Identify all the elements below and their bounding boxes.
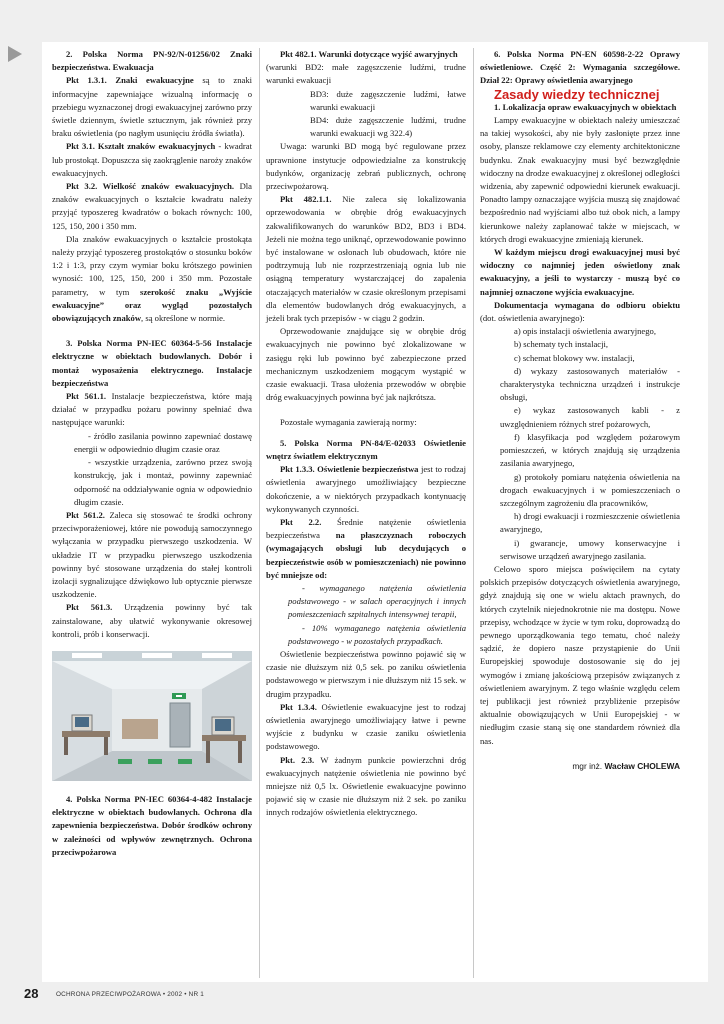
heading-standard-2: 2. Polska Norma PN-92/N-01256/02 Znaki bezpieczeństwa. Ewakuacja — [52, 49, 252, 73]
column-1 — [52, 48, 252, 859]
list-item: - źródło zasilania powinno zapewniać dostawę energii w odpowiednio długim czasie oraz — [74, 430, 252, 454]
condition-line: BD4: duże zagęszczenie ludźmi, trudne warunki ewakuacji wg 322.4) — [310, 115, 466, 139]
paragraph: Dla znaków ewakuacyjnych o kształcie prostokąta należy przyjąć typoszereg prostokątów o stosunku boków 1:2 i 1:3, przy czym wymiar boku krótszego powinien wynosić: 100, 125, 150, 200 i 350 mm. Pozostałe parametry, w tym szerokość znaku „Wyjście ewakuacyjne” oraz wygląd pozostałych obowiązujących znaków, są określone w normie. — [52, 233, 252, 324]
column-3 — [480, 48, 680, 773]
column-divider — [259, 48, 260, 978]
paragraph: Lampy ewakuacyjne w obiektach należy umieszczać na takiej wysokości, aby nie były zasłonięte przez inne osoby, plansze reklamowe czy elementy architektoniczne budynku. Znak ewakuacyjny musi być bezwzględnie widoczny na drodze ewakuacyjnej z określonej odległości widzenia, aby zapewnić odpowiedni kierunek ewakuacji. Ponadto lampy oznaczające wyjścia muszą się znajdować bezpośrednio nad wyjściami albo tuż obok nich, a lampy kierunkowe należy zaplanować także w miejscach, w których drogi ewakuacyjne zmieniają kierunek. — [480, 115, 680, 244]
paragraph: Pkt. 2.3. W żadnym punkcie powierzchni dróg ewakuacyjnych natężenie oświetlenia nie powinno być mniejsze niż 0,5 lx. Oświetlenie ewakuacyjne powinno pojawić się w czasie nie dłuższym niż 2 sek. po zaniku innych rodzajów oświetlenia elektrycznego. — [266, 754, 466, 818]
paragraph: Pkt 1.3.3. Oświetlenie bezpieczeństwa jest to rodzaj oświetlenia awaryjnego umożliwiający bezpieczne dokończenie, a w niektórych przypadkach kontynuację wykonywanych czynności. — [266, 464, 466, 514]
paragraph: W każdym miejscu drogi ewakuacyjnej musi być widoczny co najmniej jeden oświetlony znak ewakuacyjny, a jeśli to wystarczy - muszą być co najmniej oznaczone wyjścia ewakuacyjne. — [480, 247, 680, 297]
page-number: 28 — [24, 986, 39, 1001]
page-footer: OCHRONA PRZECIWPOŻAROWA • 2002 • NR 1 — [56, 991, 204, 998]
list-item: h) drogi ewakuacji i rozmieszczenie oświetlenia awaryjnego, — [500, 511, 680, 535]
paragraph: Oświetlenie bezpieczeństwa powinno pojawić się w czasie nie dłuższym niż 0,5 sek. po zaniku oświetlenia podstawowego w pierwszym i nie dłuższym niż 15 sek. w drugim przypadku. — [266, 648, 466, 699]
paragraph: Pkt 561.2. Zaleca się stosować te środki ochrony przeciwporażeniowej, które nie powodują samoczynnego wyłączania w przypadku pierwszego uszkodzenia. W układzie IT w przypadku pierwszego uszkodzenia powinny być stosowane urządzenia do stałej kontroli izolacji sygnalizujące dźwiękowo lub optycznie pierwsze uszkodzenie. — [52, 509, 252, 600]
paragraph: Pkt 3.2. Wielkość znaków ewakuacyjnych. Dla znaków ewakuacyjnych o kształcie kwadratu należy przyjąć typoszereg kwadratów o bokach równych: 100, 125, 150, 200 i 350 mm. — [52, 181, 252, 231]
paragraph: Oprzewodowanie znajdujące się w obrębie dróg ewakuacyjnych nie powinno być zlokalizowane w zasięgu ręki lub powinno być zabezpieczone przed mechanicznym uszkodzeniem mogącym wystąpić w czasie ewakuacji. Trasa ułożenia przewodów w obrębie dróg ewakuacyjnych powinna być jak najkrótsza. — [266, 326, 466, 403]
section-title: Zasady wiedzy technicznej — [494, 86, 660, 102]
paragraph: Pkt 1.3.4. Oświetlenie ewakuacyjne jest to rodzaj oświetlenia awaryjnego umożliwiający łatwe i pewne wyjście z budynku w czasie zaniku oświetlenia podstawowego. — [266, 701, 467, 752]
column-2 — [266, 48, 466, 820]
list-item: - wymaganego natężenia oświetlenia podstawowego - w salach operacyjnych i innych pomieszczeniach szpitalnych intensywnej terapii, — [288, 582, 466, 620]
heading-point: Pkt 482.1. Warunki dotyczące wyjść awaryjnych — [280, 49, 458, 59]
condition-line: (warunki BD2: małe zagęszczenie ludźmi, trudne warunki ewakuacji — [266, 62, 466, 86]
list-item: c) schemat blokowy ww. instalacji, — [514, 352, 635, 363]
paragraph: Pkt 1.3.1. Znaki ewakuacyjne są to znaki informacyjne zapewniające wizualną informację o przebiegu wyznaczonej drogi ewakuacyjnej zarówno przy świetle dziennym, świetle sztucznym, jak również przy braku oświetlenia (po nagłym usunięciu źródła światła). — [52, 75, 253, 139]
paragraph: Uwaga: warunki BD mogą być regulowane przez uprawnione instytucje odpowiedzialne za konstrukcję budynków, organizację zebrań publicznych, ochronę przeciwpożarową. — [266, 141, 466, 192]
paragraph: Pkt 561.1. Instalacje bezpieczeństwa, które mają działać w przypadku pożaru powinny spełniać dwa następujące warunki: — [52, 391, 252, 428]
paragraph: Celowo sporo miejsca poświęciłem na cytaty polskich przepisów dotyczących oświetlenia awaryjnego, gdyż znajdują się one w wielu aktach prawnych, do których czytelnik niejednokrotnie nie ma dostępu. Nowe przepisy, wchodzące w życie w tym roku, doprowadzą do pewnego uporządkowania tego tematu, choć należy sądzić, że dopiero nasze przystąpienie do Unii Europejskiej spowoduje dostosowanie się do jej wymogów i zmianę jakościową przepisów związanych z oświetleniem awaryjnym. Z tego właśnie względu celem tej publikacji jest również przybliżenie przepisów aktualnie obowiązujących w Unii Europejskiej - w niedługim czasie staną się one standardem również dla nas. — [480, 563, 680, 746]
list-item: f) klasyfikacja pod względem pożarowym pomieszczeń, w których znajdują się urządzenia zasilania awaryjnego, — [500, 431, 680, 469]
subsection-title: 1. Lokalizacja opraw ewakuacyjnych w obiektach — [494, 101, 677, 112]
heading-standard-4: 4. Polska Norma PN-IEC 60364-4-482 Instalacje elektryczne w obiektach budowlanych. Ochrona dla zapewnienia bezpieczeństwa. Dobór środków ochrony w zależności od wpływów zewnętrznych. Ochrona przeciwpożarowa — [52, 793, 252, 857]
heading-standard-6: 6. Polska Norma PN-EN 60598-2-22 Oprawy oświetleniowe. Część 2: Wymagania szczegółowe. Dział 22: Oprawy oświetlenia awaryjnego — [480, 49, 680, 86]
office-illustration — [52, 651, 252, 781]
paragraph: Pkt 482.1.1. Nie zaleca się lokalizowania oprzewodowania w obrębie dróg ewakuacyjnych zakwalifikowanych do warunków BD2, BD3 i BD4. Jeżeli nie można tego uniknąć, oprzewodowanie powinno być instalowane w osłonach lub obudowach, które nie podtrzymują lub nie rozprzestrzeniają ognia lub nie osiągną temperatury wystarczającej do zapalenia otaczających materiałów w czasie określonym przepisami dla elementów budowlanych dróg ewakuacyjnych, a jeżeli brak tych przepisów - w ciągu 2 godzin. — [266, 194, 466, 324]
paragraph: Pkt 3.1. Kształt znaków ewakuacyjnych - kwadrat lub prostokąt. Dopuszcza się zaokrąglenie naroży znaków ewakuacyjnych. — [52, 141, 252, 178]
list-item: a) opis instalacji oświetlenia awaryjnego, — [514, 326, 656, 337]
paragraph: Pozostałe wymagania zawierają normy: — [280, 417, 417, 428]
list-item: - wszystkie urządzenia, zarówno przez swoją konstrukcję, jak i montaż, powinny zapewniać odporność na oddziaływanie ognia w odpowiednio długim czasie. — [74, 457, 252, 507]
heading-standard-5: 5. Polska Norma PN-84/E-02033 Oświetlenie wnętrz światłem elektrycznym — [266, 437, 466, 461]
list-item: d) wykazy zastosowanych materiałów - charakterystyka techniczna urządzeń i instrukcje obsługi, — [500, 365, 680, 403]
heading-standard-3: 3. Polska Norma PN-IEC 60364-5-56 Instalacje elektryczne w obiektach budowlanych. Dobór i montaż wyposażenia elektrycznego. Instalacje bezpieczeństwa — [52, 338, 252, 388]
column-divider — [473, 48, 474, 978]
list-item: g) protokoły pomiaru natężenia oświetlenia na drogach ewakuacyjnych i w pomieszczeniach o szczególnym zagrożeniu dla pracowników, — [500, 471, 680, 508]
paragraph: Pkt 2.2. Średnie natężenie oświetlenia bezpieczeństwa na płaszczyznach roboczych (wymagających obsługi lub decydujących o bezpieczeństwie osób w pomieszczeniach) nie powinno być mniejsze od: — [266, 516, 466, 580]
list-item: b) schematy tych instalacji, — [514, 339, 609, 350]
condition-line: BD3: duże zagęszczenie ludźmi, łatwe warunki ewakuacji — [310, 88, 466, 112]
triangle-marker-icon — [8, 46, 22, 62]
list-item: - 10% wymaganego natężenia oświetlenia podstawowego - w pozostałych przypadkach. — [288, 622, 466, 646]
list-item: i) gwarancje, umowy konserwacyjne i serwisowe urządzeń awaryjnego zasilania. — [500, 537, 680, 561]
paragraph: Dokumentacja wymagana do odbioru obiektu (dot. oświetlenia awaryjnego): — [480, 299, 680, 324]
list-item: e) wykaz zastosowanych kabli - z uwzględnieniem różnych stref pożarowych, — [500, 405, 680, 429]
paragraph: Pkt 561.3. Urządzenia powinny być tak zainstalowane, aby ułatwić wykonywanie okresowej kontroli, prób i konserwacji. — [52, 602, 252, 639]
author-signature: mgr inż. Wacław CHOLEWA — [572, 760, 680, 771]
